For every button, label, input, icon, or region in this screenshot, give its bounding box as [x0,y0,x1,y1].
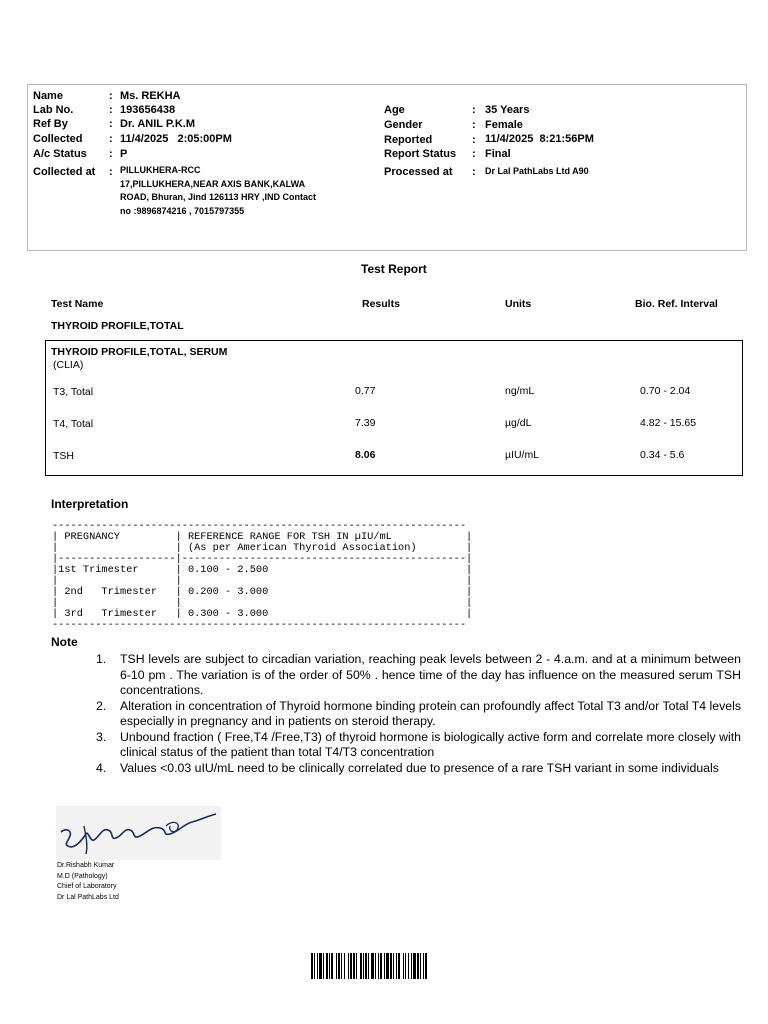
barcode-bar [331,953,333,979]
processed-at-label: Processed at [384,166,453,178]
note-text: TSH levels are subject to circadian variation, reaching peak levels between 2 - 4.a.m. and at a minimum between 6-10 pm . The variation is of the order of 50% . hence time of the day has influence on the measured serum TSH concentrations. [120,652,741,697]
address-line: 17,PILLUKHERA,NEAR AXIS BANK,KALWA [120,178,306,189]
row-tsh-result: 8.06 [355,449,376,461]
report-status-value: Final [485,148,511,160]
note-number: 2. [96,698,107,713]
box-heading: THYROID PROFILE,TOTAL, SERUM [51,346,228,358]
note-item [96,760,741,777]
barcode-bar [413,953,416,979]
lab-no-value: 193656438 [120,104,176,116]
header-units: Units [505,298,532,310]
note-item [96,729,741,761]
barcode-bar [353,953,355,979]
note-number: 3. [96,729,107,744]
interp-line: | PREGNANCY | REFERENCE RANGE FOR TSH IN µIU/mL | [52,531,473,543]
barcode-bar [319,953,322,979]
barcode-bar [311,953,313,979]
row-t3-result: 0.77 [355,385,376,397]
colon: : [472,104,476,116]
barcode-bar [411,953,412,979]
barcode-bar [368,953,369,979]
lab-no-label: Lab No. [33,104,74,116]
colon: : [472,148,476,160]
barcode-bar [317,953,318,979]
row-t4-result: 7.39 [355,417,376,429]
processed-at-value: Dr Lal PathLabs Ltd A90 [485,166,589,176]
row-tsh-unit: µIU/mL [505,449,540,461]
barcode-bar [371,953,374,979]
colon: : [472,119,476,131]
barcode-bar [384,953,385,979]
barcode-bar [326,953,328,979]
barcode-bar [408,953,409,979]
barcode-bar [396,953,397,979]
row-t4-unit: µg/dL [505,417,532,429]
signatory-block [57,861,119,903]
colon: : [109,133,113,145]
barcode-bar [425,953,427,979]
row-t3-unit: ng/mL [505,385,535,397]
signatory-name: Dr.Rishabh Kumar [57,862,115,869]
colon: : [472,134,476,146]
gender-label: Gender [384,119,423,131]
ac-status-value: P [120,148,128,160]
barcode-bar [356,953,357,979]
header-ref-interval: Bio. Ref. Interval [635,298,718,310]
barcode [311,953,479,979]
barcode-bar [348,953,349,979]
interp-line: ------------------------------------------------------------------- [52,619,467,631]
barcode-bar [375,953,376,979]
barcode-bar [378,953,379,979]
header-results: Results [362,298,400,310]
row-t4-test: T4, Total [53,418,94,430]
signature-image [56,806,221,860]
signatory-org: Dr Lal PathLabs Ltd [57,893,119,901]
row-t3-ref: 0.70 - 2.04 [640,385,691,397]
interp-line: | | | [52,575,473,587]
ac-status-label: A/c Status [33,148,87,160]
barcode-bar [336,953,337,979]
barcode-bar [323,953,324,979]
report-title: Test Report [361,262,427,276]
barcode-bar [420,953,421,979]
interp-line: ------------------------------------------------------------------- [52,520,467,532]
barcode-bar [393,953,394,979]
ref-by-value: Dr. ANIL P.K.M [120,118,195,130]
note-item [96,652,741,699]
barcode-bar [423,953,424,979]
address-line: ROAD, Bhuran, Jind 126113 HRY ,IND Contact [120,192,317,202]
barcode-bar [417,953,419,979]
barcode-bar [338,953,340,979]
barcode-bar [363,953,364,979]
patient-name: Ms. REKHA [120,90,181,102]
header-test-name: Test Name [51,298,104,310]
interpretation-table [52,510,472,642]
interp-line: | | | [52,597,473,609]
results-box [45,340,743,476]
barcode-bar [405,953,406,979]
barcode-bar [341,953,342,979]
signatory-role: Chief of Laboratory [57,883,117,890]
address-line: no :9896874216 , 7015797355 [120,205,245,216]
report-status-label: Report Status [384,148,457,160]
barcode-bar [365,953,367,979]
interpretation-title: Interpretation [51,497,129,511]
note-text: Alteration in concentration of Thyroid hormone binding protein can profoundly affect Total T3 and/or Total T4 levels especially in pregnancy and in patients on steroid therapy. [120,698,741,728]
ref-by-label: Ref By [33,118,68,130]
note-title: Note [51,635,78,649]
barcode-bar [380,953,382,979]
barcode-bar [386,953,389,979]
patient-info-box [27,84,747,251]
row-tsh-ref: 0.34 - 5.6 [640,449,685,461]
collected-value: 11/4/2025 2:05:00PM [120,133,232,145]
signatory-degree: M.D (Pathology) [57,872,108,880]
address-line: PILLUKHERA-RCC [120,165,201,175]
interp-line: | 3rd Trimester | 0.300 - 3.000 | [52,608,473,620]
row-tsh-test: TSH [53,450,74,462]
reported-label: Reported [384,134,433,146]
barcode-bar [314,953,315,979]
barcode-bar [329,953,330,979]
collected-label: Collected [33,133,83,145]
reported-value: 11/4/2025 8:21:56PM [485,133,594,145]
interp-line: | 2nd Trimester | 0.200 - 3.000 | [52,586,473,598]
barcode-bar [344,953,345,979]
barcode-bar [360,953,362,979]
barcode-bar [398,953,400,979]
barcode-bar [350,953,352,979]
collected-at-label: Collected at [33,166,96,178]
colon: : [109,90,113,102]
note-list [96,652,741,776]
age-label: Age [384,104,405,116]
note-item [96,698,741,730]
method-label: (CLIA) [53,359,84,371]
colon: : [109,118,113,130]
note-text: Values <0.03 uIU/mL need to be clinically correlated due to presence of a rare TSH variant in some individuals [120,760,719,775]
note-number: 1. [96,652,107,666]
colon: : [472,166,476,178]
profile-heading: THYROID PROFILE,TOTAL [51,320,184,332]
gender-value: Female [485,119,523,131]
colon: : [109,148,113,160]
collected-at-address [120,164,316,218]
note-text: Unbound fraction ( Free,T4 /Free,T3) of thyroid hormone is biologically active form and correlate more closely with clinical status of the patient than total T4/T3 concentration [120,729,741,759]
barcode-bar [403,953,404,979]
age-value: 35 Years [485,104,530,116]
interp-line: |1st Trimester | 0.100 - 2.500 | [52,564,473,576]
row-t3-test: T3, Total [53,386,94,398]
colon: : [109,104,113,116]
interp-line: | | (As per American Thyroid Association) | [52,542,473,554]
name-label: Name [33,90,63,102]
barcode-bar [390,953,392,979]
note-number: 4. [96,760,107,775]
interp-line: |-------------------|----------------------------------------------| [52,553,473,565]
colon: : [109,166,113,178]
row-t4-ref: 4.82 - 15.65 [640,417,697,429]
